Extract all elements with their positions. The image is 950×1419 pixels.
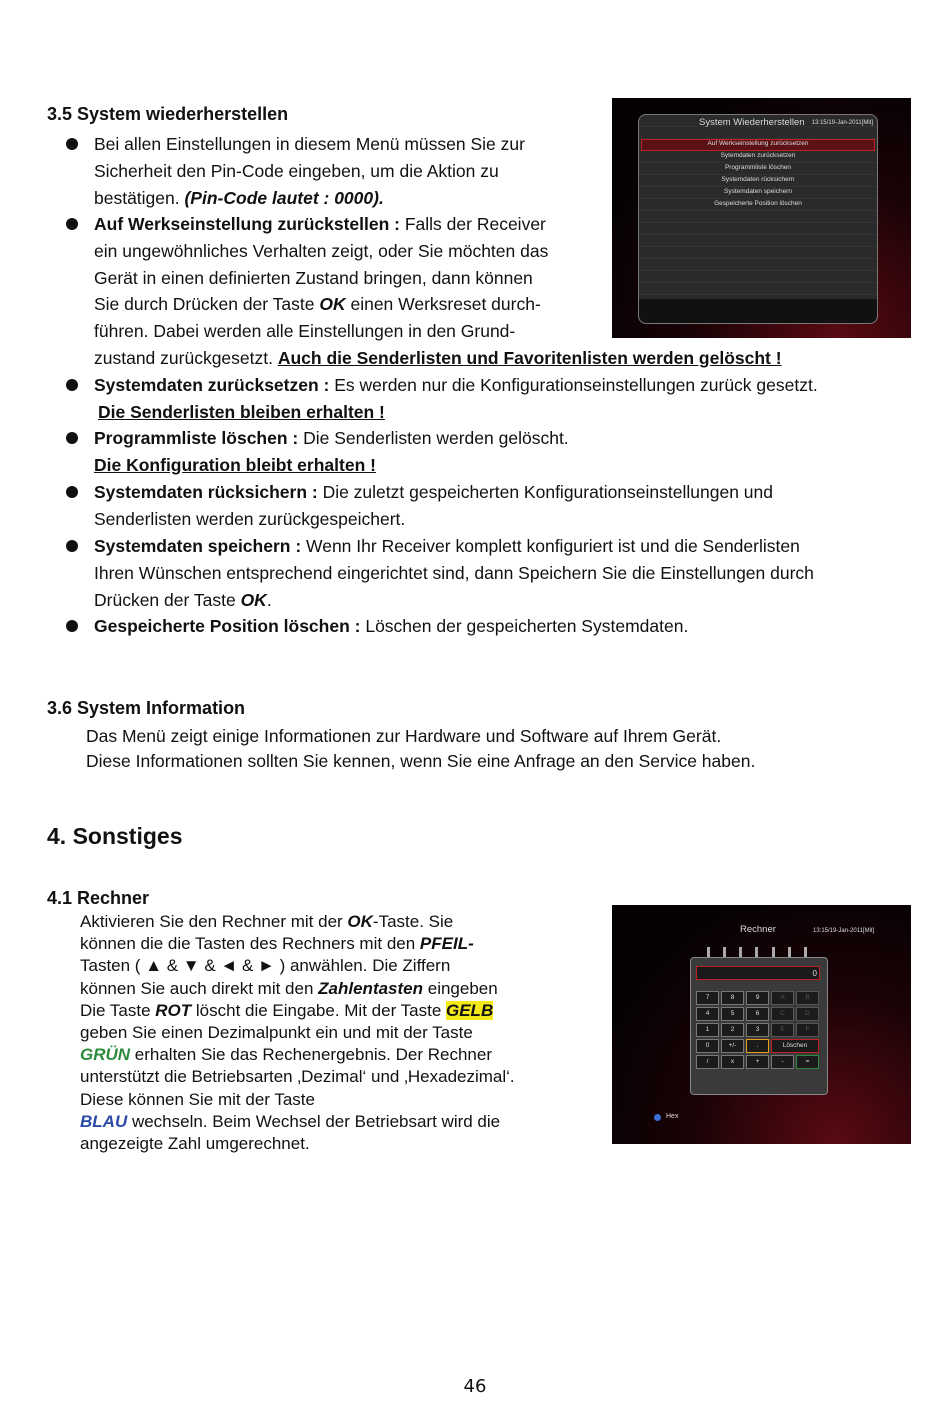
bullet-text-delete-position xyxy=(94,613,934,640)
text-span: zustand zurückgesetzt. xyxy=(94,347,278,368)
key-6[interactable]: 6 xyxy=(746,1007,769,1021)
menu-item-restore-sysdata[interactable]: Systemdaten rücksichern xyxy=(721,176,795,183)
key-7[interactable]: 7 xyxy=(696,991,719,1005)
menu-item-delete-programs[interactable]: Programmliste löschen xyxy=(724,164,792,171)
text-span: erhalten Sie das Rechenergebnis. Der Rechner xyxy=(130,1045,492,1065)
key-c[interactable]: C xyxy=(771,1007,794,1021)
section-4-1-body xyxy=(80,911,585,1155)
text-line: Das Menü zeigt einige Informationen zur Hardware und Software auf Ihrem Gerät. xyxy=(86,726,722,746)
text-line: angezeigte Zahl umgerechnet. xyxy=(80,1134,310,1154)
text-line xyxy=(94,533,934,560)
text-line xyxy=(94,372,934,399)
chapter-heading-4: 4. Sonstiges xyxy=(47,823,183,849)
key-subtract[interactable]: - xyxy=(771,1055,794,1069)
text-line xyxy=(94,452,934,479)
term-label: Systemdaten speichern : xyxy=(94,536,302,556)
pin-code-note: (Pin-Code lautet : 0000). xyxy=(184,187,384,208)
section-heading-3-6: 3.6 System Information xyxy=(47,698,246,718)
section-heading-4-1: 4.1 Rechner xyxy=(47,888,150,908)
bullet-text-delete-programs xyxy=(94,425,934,479)
key-4[interactable]: 4 xyxy=(696,1007,719,1021)
key-plus-minus[interactable]: +/- xyxy=(721,1039,744,1053)
text-line: führen. Dabei werden alle Einstellungen in den Grund- xyxy=(94,321,516,342)
yellow-key-ref: GELB xyxy=(446,1000,494,1020)
bullet-text-restore xyxy=(94,479,934,533)
ok-key-ref: OK xyxy=(347,912,373,931)
text-line: unterstützt die Betriebsarten ‚Dezimal‘ und ‚Hexadezimal‘. xyxy=(80,1067,515,1087)
tv-menu-title: Rechner xyxy=(740,924,776,935)
bullet-dot xyxy=(66,620,78,632)
term-label: Systemdaten zurücksetzen : xyxy=(94,375,330,395)
bullet-dot xyxy=(66,432,78,444)
key-5[interactable]: 5 xyxy=(721,1007,744,1021)
bullet-text-reset-sysdata xyxy=(94,372,934,426)
key-9[interactable]: 9 xyxy=(746,991,769,1005)
text-span: -Taste. Sie xyxy=(372,912,454,931)
text-span: löscht die Eingabe. Mit der Taste xyxy=(191,1000,446,1020)
menu-item-factory-reset[interactable]: Auf Werkseinstellung zurücksetzen xyxy=(707,140,809,147)
text-span: . xyxy=(266,589,272,610)
text-line: Ihren Wünschen entsprechend eingerichtet sind, dann Speichern Sie die Einstellungen durch xyxy=(94,562,814,583)
tv-menu-panel xyxy=(638,114,878,324)
text-line xyxy=(80,1111,585,1133)
menu-item-save-sysdata[interactable]: Systemdaten speichern xyxy=(724,188,792,195)
text-line: Diese können Sie mit der Taste xyxy=(80,1089,315,1109)
blue-button-icon xyxy=(654,1114,661,1121)
section-3-6-body xyxy=(86,724,926,774)
text-line: Tasten ( ▲ & ▼ & ◄ & ► ) anwählen. Die Ziffern xyxy=(80,956,451,976)
text-span: können die die Tasten des Rechners mit den xyxy=(80,934,420,954)
key-b[interactable]: B xyxy=(796,991,819,1005)
text-span: Aktivieren Sie den Rechner mit der xyxy=(80,912,348,931)
calculator-display: 0 xyxy=(696,966,820,980)
tv-menu-title: System Wiederherstellen xyxy=(699,117,805,128)
tv-clock: 13:15/19-Jan-2011[Mit] xyxy=(813,928,875,934)
term-label: Programmliste löschen : xyxy=(94,428,299,448)
key-8[interactable]: 8 xyxy=(721,991,744,1005)
term-label: Gespeicherte Position löschen : xyxy=(94,616,361,636)
key-equals[interactable]: = xyxy=(796,1055,819,1069)
warning-note: Die Konfiguration bleibt erhalten ! xyxy=(94,454,376,475)
term-label: Systemdaten rücksichern : xyxy=(94,482,318,502)
green-key-ref: GRÜN xyxy=(80,1045,131,1065)
text-span: Es werden nur die Konfigurationseinstellungen zurück gesetzt. xyxy=(329,375,818,395)
text-span: eingeben xyxy=(423,978,498,998)
term-label: Auf Werkseinstellung zurückstellen : xyxy=(94,214,400,234)
warning-note: Die Senderlisten bleiben erhalten ! xyxy=(98,401,385,422)
bullet-dot xyxy=(66,540,78,552)
hex-mode-label: Hex xyxy=(666,1113,679,1120)
screenshot-calculator xyxy=(612,905,911,1144)
text-line xyxy=(94,613,934,640)
arrow-key-ref: PFEIL- xyxy=(419,934,474,954)
key-d[interactable]: D xyxy=(796,1007,819,1021)
menu-item-delete-position[interactable]: Gespeicherte Position löschen xyxy=(714,200,802,207)
bullet-dot xyxy=(66,138,78,150)
text-line: Gerät in einen definierten Zustand bringen, dann können xyxy=(94,267,533,288)
red-key-ref: ROT xyxy=(155,1000,192,1020)
screenshot-system-restore xyxy=(612,98,911,338)
tv-clock: 13:15/19-Jan-2011[Mit] xyxy=(811,120,873,126)
text-line: Bei allen Einstellungen in diesem Menü müssen Sie zur xyxy=(94,134,525,154)
text-line: ein ungewöhnliches Verhalten zeigt, oder Sie möchten das xyxy=(94,240,549,261)
text-span: Sie durch Drücken der Taste xyxy=(94,294,320,315)
bullet-dot xyxy=(66,379,78,391)
calculator-body xyxy=(690,957,828,1095)
text-line xyxy=(94,479,934,506)
bullet-dot xyxy=(66,486,78,498)
text-span: wechseln. Beim Wechsel der Betriebsart wird die xyxy=(127,1111,501,1131)
text-line: Senderlisten werden zurückgespeichert. xyxy=(94,508,406,529)
blue-key-ref: BLAU xyxy=(80,1111,128,1131)
text-span: einen Werksreset durch- xyxy=(345,294,541,315)
text-line: Sicherheit den Pin-Code eingeben, um die Aktion zu xyxy=(94,160,499,181)
bullet-text-pin xyxy=(94,131,614,211)
text-span: Die Senderlisten werden gelöscht. xyxy=(298,428,569,448)
page-number: 46 xyxy=(463,1376,487,1397)
key-clear[interactable]: Löschen xyxy=(771,1039,819,1053)
ok-key-ref: OK xyxy=(319,294,346,315)
text-line xyxy=(80,1044,585,1066)
text-span: Die Taste xyxy=(80,1000,156,1020)
ok-key-ref: OK xyxy=(240,589,267,610)
text-span: bestätigen. xyxy=(94,187,185,208)
text-line xyxy=(80,933,585,955)
text-line xyxy=(94,399,934,426)
text-line: geben Sie einen Dezimalpunkt ein und mit der Taste xyxy=(80,1023,473,1043)
key-2[interactable]: 2 xyxy=(721,1023,744,1037)
text-span: Löschen der gespeicherten Systemdaten. xyxy=(360,616,689,636)
warning-note: Auch die Senderlisten und Favoritenlisten werden gelöscht ! xyxy=(277,347,782,368)
key-1[interactable]: 1 xyxy=(696,1023,719,1037)
section-heading-3-5: 3.5 System wiederherstellen xyxy=(47,104,289,124)
bullet-text-save xyxy=(94,533,934,613)
tv-footer-bar xyxy=(639,299,877,323)
key-0[interactable]: 0 xyxy=(696,1039,719,1053)
key-3[interactable]: 3 xyxy=(746,1023,769,1037)
key-multiply[interactable]: x xyxy=(721,1055,744,1069)
text-line xyxy=(80,911,585,933)
key-divide[interactable]: / xyxy=(696,1055,719,1069)
text-line xyxy=(94,425,934,452)
key-f[interactable]: F xyxy=(796,1023,819,1037)
text-line xyxy=(80,1000,585,1022)
bullet-dot xyxy=(66,218,78,230)
text-span: Wenn Ihr Receiver komplett konfiguriert ist und die Senderlisten xyxy=(301,536,800,556)
text-line xyxy=(80,978,585,1000)
menu-item-reset-sysdata[interactable]: Sytemdaten zurücksetzen xyxy=(720,152,796,159)
text-line xyxy=(94,587,934,614)
text-span: Falls der Receiver xyxy=(400,214,546,234)
text-span: Drücken der Taste xyxy=(94,589,241,610)
text-line xyxy=(94,345,924,372)
key-decimal-point[interactable]: . xyxy=(746,1039,769,1053)
key-a[interactable]: A xyxy=(771,991,794,1005)
number-key-ref: Zahlentasten xyxy=(318,978,424,998)
text-span: können Sie auch direkt mit den xyxy=(80,978,319,998)
text-line xyxy=(94,185,614,212)
key-e[interactable]: E xyxy=(771,1023,794,1037)
text-line: Diese Informationen sollten Sie kennen, wenn Sie eine Anfrage an den Service haben. xyxy=(86,751,756,771)
key-add[interactable]: + xyxy=(746,1055,769,1069)
text-span: Die zuletzt gespeicherten Konfigurationseinstellungen und xyxy=(317,482,774,502)
